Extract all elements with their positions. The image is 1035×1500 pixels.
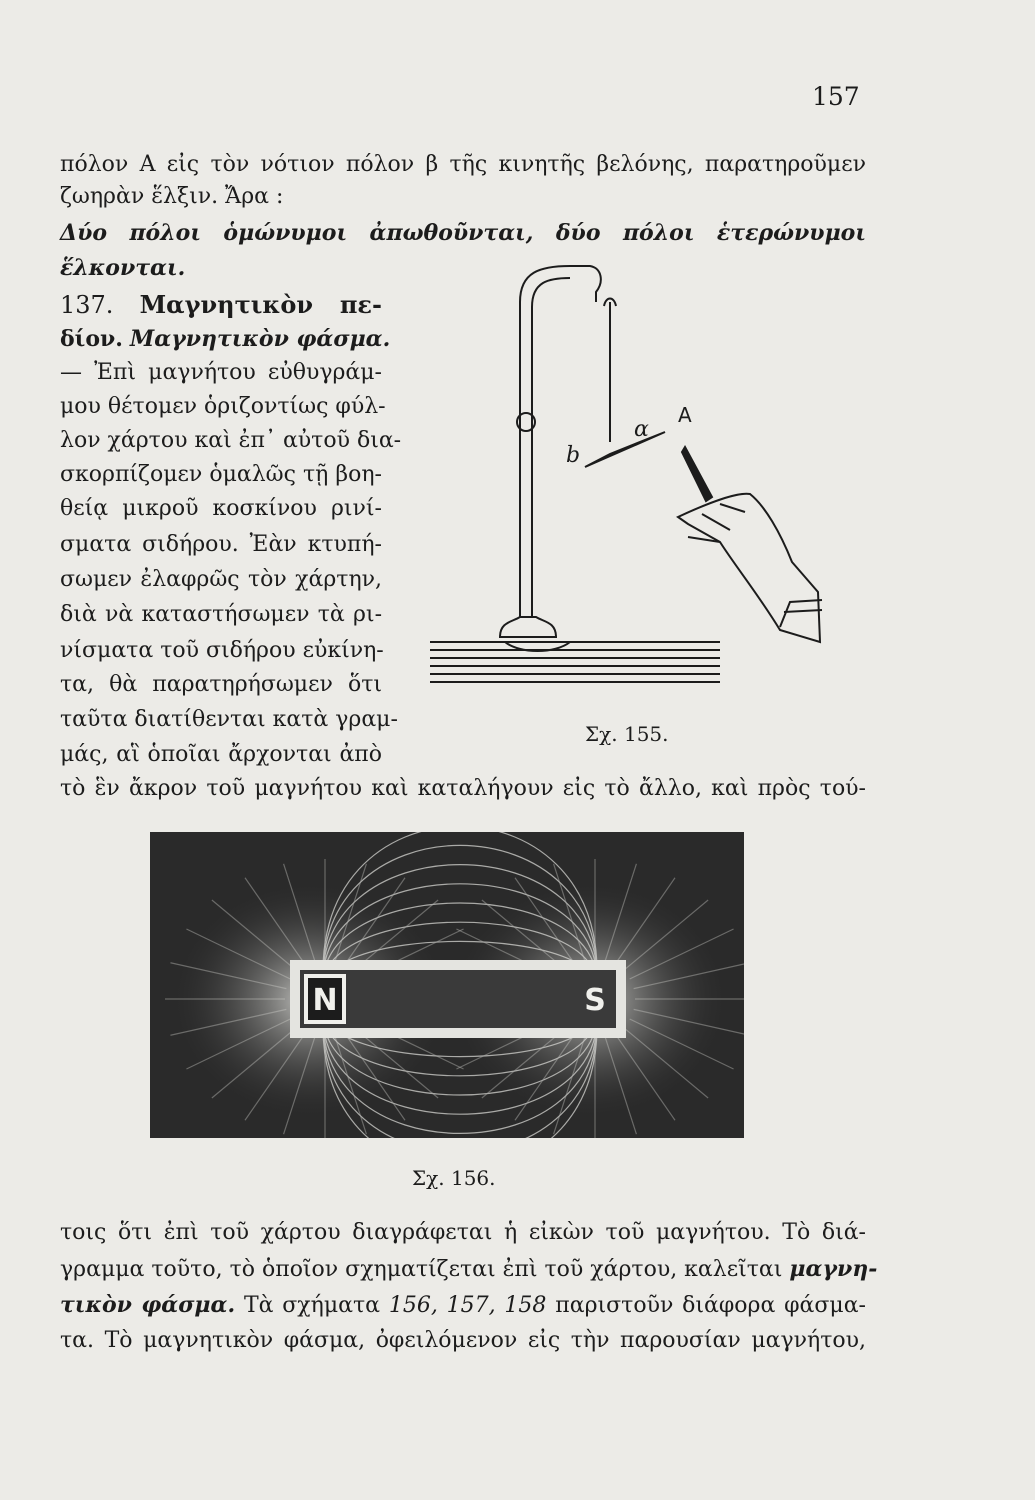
paragraph-line: πόλον Α εἰς τὸν νότιον πόλον β τῆς κινητῆς βελόνης, παρατηροῦμεν [60,152,866,177]
column-line: νίσματα τοῦ σιδήρου εὐκίνη- [60,638,384,663]
figure-156-magnetic-spectrum [150,832,744,1138]
section-title: δίον. [60,326,123,352]
column-line: σωμεν ἐλαφρῶς τὸν χάρτην, [60,567,382,592]
column-line: ταῦτα διατίθενται κατὰ γραμ- [60,707,398,732]
figure-155-illustration [420,262,840,692]
pole-N-label: N [312,983,338,1018]
paragraph-line: τὸ ἓν ἄκρον τοῦ μαγνήτου καὶ καταλήγουν εἰς τὸ ἄλλο, καὶ πρὸς τού- [60,776,866,801]
paragraph-line: τα. Τὸ μαγνητικὸν φάσμα, ὀφειλόμενον εἰς τὴν παρουσίαν μαγνήτου, [60,1328,866,1353]
column-line: θείᾳ μικροῦ κοσκίνου ρινί- [60,496,382,521]
section-heading [60,290,382,320]
figure-155-caption: Σχ. 155. [585,722,669,746]
paragraph-line: ζωηρὰν ἕλξιν. Ἄρα : [60,184,284,209]
paragraph-line [60,1290,866,1321]
figure-refs: 156, 157, 158 [388,1293,547,1318]
column-line: — Ἐπὶ μαγνήτου εὐθυγράμ- [60,360,382,385]
section-title: Μαγνητικὸν πε- [139,290,382,319]
label-a: α [634,417,649,442]
term-emphasis: τικὸν φάσμα. [60,1292,236,1318]
column-line: μάς, αἳ ὁποῖαι ἄρχονται ἀπὸ [60,742,382,767]
text-run: παριστοῦν διάφορα φάσμα- [555,1293,866,1318]
paragraph-line [60,1254,878,1285]
section-subtitle: Μαγνητικὸν φάσμα. [129,326,391,352]
column-line: σματα σιδήρου. Ἐὰν κτυπή- [60,532,382,557]
term-emphasis: μαγνη- [789,1256,878,1282]
column-line: μου θέτομεν ὁριζοντίως φύλ- [60,394,386,419]
section-heading-line2 [60,324,391,355]
column-line: τα, θὰ παρατηρήσωμεν ὅτι [60,672,382,697]
rule-statement: ἕλκονται. [60,255,186,281]
label-b: b [566,443,581,468]
column-line: σκορπίζομεν ὁμαλῶς τῇ βοη- [60,462,382,487]
figure-156-caption: Σχ. 156. [412,1166,496,1190]
page-number: 157 [812,82,860,111]
text-run: γραμμα τοῦτο, τὸ ὁποῖον σχηματίζεται ἐπὶ τοῦ χάρτου, καλεῖται [60,1257,783,1282]
label-A: Α [678,403,692,427]
column-line: διὰ νὰ καταστήσωμεν τὰ ρι- [60,602,382,627]
pole-S-label: S [584,983,606,1018]
rule-statement: Δύο πόλοι ὁμώνυμοι ἀπωθοῦνται, δύο πόλοι ἑτερώνυμοι [60,220,866,246]
section-number: 137. [60,291,114,319]
paragraph-line: τοις ὅτι ἐπὶ τοῦ χάρτου διαγράφεται ἡ εἰκὼν τοῦ μαγνήτου. Τὸ διά- [60,1220,866,1245]
column-line: λον χάρτου καὶ ἐπ᾽ αὐτοῦ δια- [60,428,402,453]
text-run: Τὰ σχήματα [243,1293,380,1318]
